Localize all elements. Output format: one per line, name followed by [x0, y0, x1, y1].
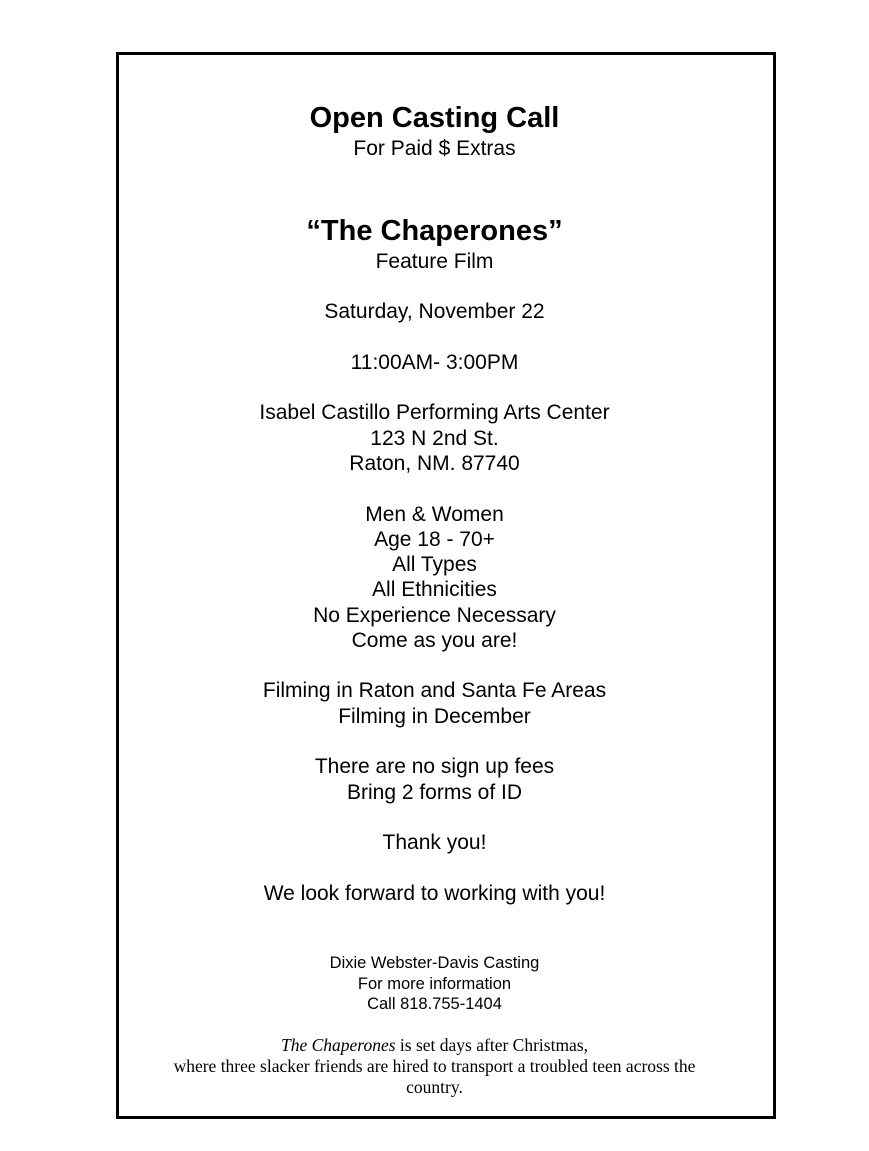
requirement-line: Come as you are! — [351, 629, 518, 652]
thank-you: Thank you! — [382, 831, 487, 854]
synopsis-line-3: country. — [406, 1077, 463, 1097]
film-type: Feature Film — [375, 250, 494, 273]
page-subtitle: For Paid $ Extras — [353, 137, 516, 160]
requirement-line: All Types — [392, 553, 477, 576]
closing-message: We look forward to working with you! — [263, 882, 606, 905]
synopsis-film-title: The Chaperones — [280, 1035, 396, 1055]
requirement-line: All Ethnicities — [372, 578, 497, 601]
requirement-line: Age 18 - 70+ — [374, 528, 495, 551]
requirement-line: No Experience Necessary — [313, 604, 556, 627]
event-date: Saturday, November 22 — [324, 300, 545, 323]
contact-info: For more information — [357, 975, 512, 993]
casting-company: Dixie Webster-Davis Casting — [329, 954, 540, 972]
id-note: Bring 2 forms of ID — [346, 781, 523, 804]
fees-note: There are no sign up fees — [314, 755, 555, 778]
event-time: 11:00AM- 3:00PM — [350, 351, 519, 374]
venue-name: Isabel Castillo Performing Arts Center — [259, 401, 610, 424]
page-title: Open Casting Call — [309, 102, 560, 134]
requirement-line: Men & Women — [365, 503, 504, 526]
synopsis-line-1 — [0, 1035, 869, 1056]
contact-phone: Call 818.755-1404 — [367, 995, 502, 1013]
filming-when: Filming in December — [338, 705, 531, 728]
venue-street: 123 N 2nd St. — [370, 427, 499, 450]
film-title: “The Chaperones” — [306, 215, 563, 247]
synopsis-line-1-rest: is set days after Christmas, — [395, 1035, 589, 1055]
filming-area: Filming in Raton and Santa Fe Areas — [262, 679, 607, 702]
venue-city: Raton, NM. 87740 — [349, 452, 520, 475]
synopsis-line-2: where three slacker friends are hired to transport a troubled teen across the — [173, 1056, 696, 1076]
